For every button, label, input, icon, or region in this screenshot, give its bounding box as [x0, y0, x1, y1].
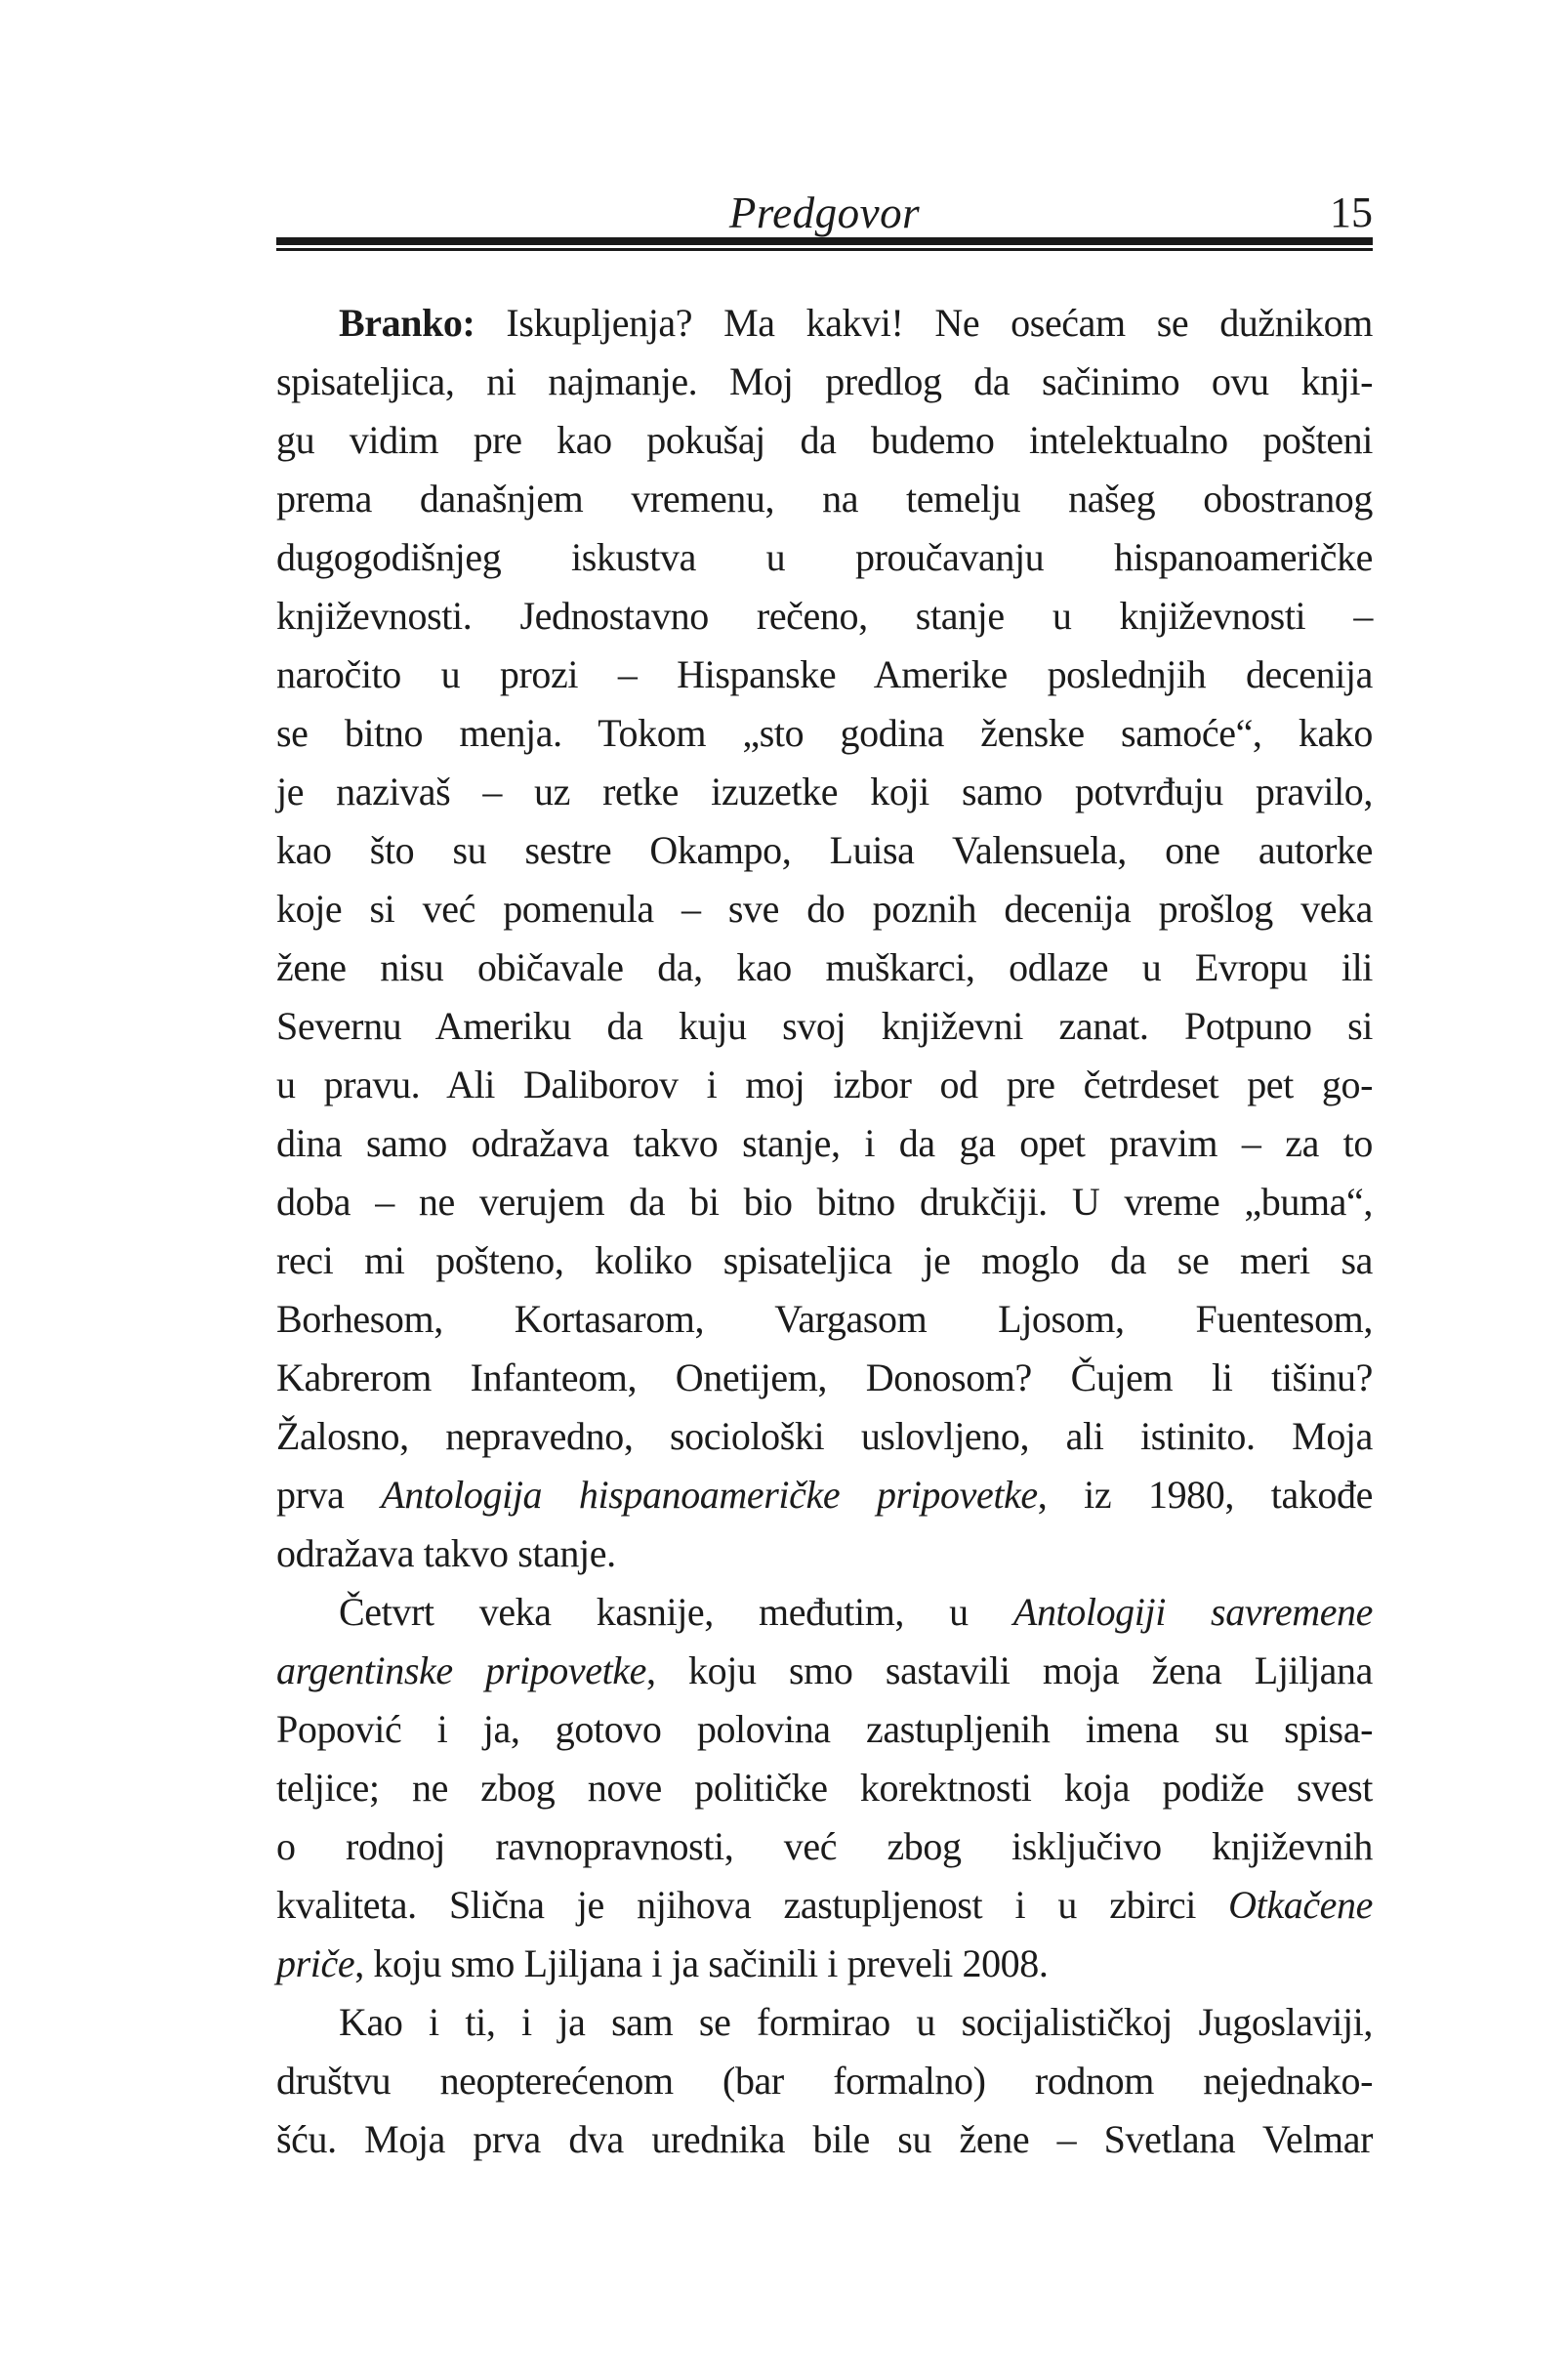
text-line: dugogodišnjeg iskustva u proučavanju hispanoameričke	[276, 535, 1373, 579]
text-line: Popović i ja, gotovo polovina zastupljenih imena su spisa-	[276, 1707, 1373, 1751]
text-line: argentinske pripovetke, koju smo sastavili moja žena Ljiljana	[276, 1648, 1373, 1692]
text-line: Kabrerom Infanteom, Onetijem, Donosom? Čujem li tišinu?	[276, 1355, 1373, 1399]
text-line: odražava takvo stanje.	[276, 1531, 616, 1575]
text-line: Žalosno, nepravedno, sociološki uslovljeno, ali istinito. Moja	[276, 1414, 1373, 1458]
text-line: Branko: Iskupljenja? Ma kakvi! Ne osećam se dužnikom	[339, 301, 1373, 345]
text-line: gu vidim pre kao pokušaj da budemo intelektualno pošteni	[276, 418, 1373, 462]
text-line: šću. Moja prva dva urednika bile su žene – Svetlana Velmar	[276, 2117, 1373, 2161]
text-line: doba – ne verujem da bi bio bitno drukčiji. U vreme „buma“,	[276, 1180, 1373, 1224]
text-line: u pravu. Ali Daliborov i moj izbor od pre četrdeset pet go-	[276, 1063, 1373, 1106]
text-line: spisateljica, ni najmanje. Moj predlog da sačinimo ovu knji-	[276, 359, 1373, 403]
text-line: društvu neopterećenom (bar formalno) rodnom nejednako-	[276, 2059, 1373, 2103]
running-head-title: Predgovor	[728, 188, 921, 237]
text-line: Severnu Ameriku da kuju svoj književni zanat. Potpuno si	[276, 1004, 1373, 1048]
text-line: dina samo odražava takvo stanje, i da ga opet pravim – za to	[276, 1121, 1373, 1165]
text-line: teljice; ne zbog nove političke korektnosti koja podiže svest	[276, 1766, 1373, 1810]
text-line: Kao i ti, i ja sam se formirao u socijalističkoj Jugoslaviji,	[339, 2000, 1373, 2044]
running-head	[276, 179, 1373, 237]
header-rule-thick	[276, 237, 1373, 245]
text-line: kvaliteta. Slična je njihova zastupljenost i u zbirci Otkačene	[276, 1883, 1373, 1927]
text-column	[276, 179, 1373, 2169]
text-line: Četvrt veka kasnije, međutim, u Antologiji savremene	[339, 1590, 1373, 1634]
text-line: o rodnoj ravnopravnosti, već zbog isključivo književnih	[276, 1824, 1373, 1868]
text-line: prva Antologija hispanoameričke pripovetke, iz 1980, takođe	[276, 1473, 1373, 1517]
header-rule-thin	[276, 248, 1373, 251]
text-line: koje si već pomenula – sve do poznih decenija prošlog veka	[276, 887, 1373, 931]
text-line: priče, koju smo Ljiljana i ja sačinili i preveli 2008.	[276, 1941, 1049, 1985]
text-line: Borhesom, Kortasarom, Vargasom Ljosom, Fuentesom,	[276, 1297, 1373, 1341]
text-line: prema današnjem vremenu, na temelju našeg obostranog	[276, 477, 1373, 521]
text-line: književnosti. Jednostavno rečeno, stanje u književnosti –	[276, 594, 1373, 638]
text-line: je nazivaš – uz retke izuzetke koji samo potvrđuju pravilo,	[276, 770, 1373, 813]
text-line: reci mi pošteno, koliko spisateljica je moglo da se meri sa	[276, 1238, 1373, 1282]
text-line: naročito u prozi – Hispanske Amerike poslednjih decenija	[276, 652, 1373, 696]
text-line: kao što su sestre Okampo, Luisa Valensuela, one autorke	[276, 828, 1373, 872]
text-line: žene nisu običavale da, kao muškarci, odlaze u Evropu ili	[276, 945, 1373, 989]
body-text	[276, 294, 1373, 2169]
page-number: 15	[1330, 188, 1373, 236]
text-line: se bitno menja. Tokom „sto godina ženske samoće“, kako	[276, 711, 1373, 755]
